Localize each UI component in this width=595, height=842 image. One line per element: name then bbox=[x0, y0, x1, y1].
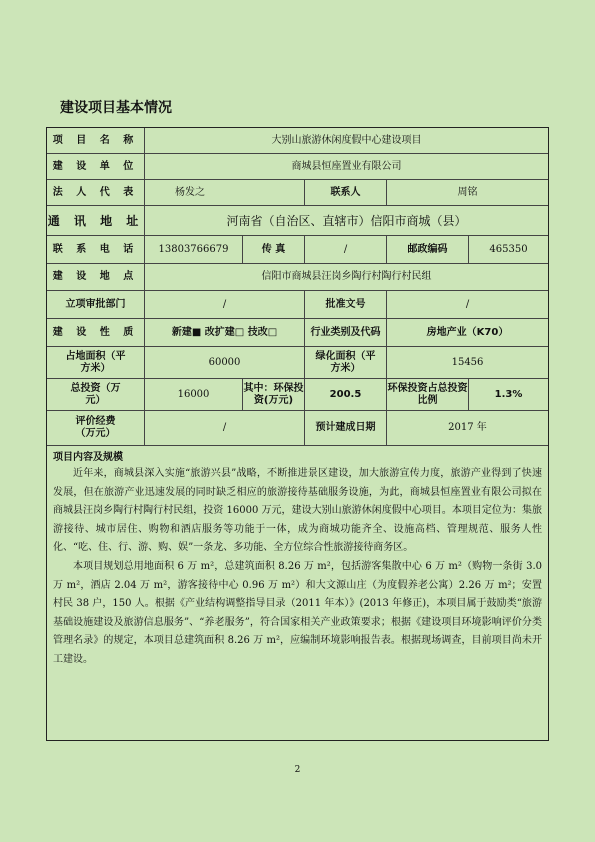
industry-label: 行业类别及代码 bbox=[305, 319, 387, 347]
env-ratio-label: 环保投资占总投资比例 bbox=[387, 379, 469, 411]
zip-value: 465350 bbox=[469, 236, 548, 264]
nature-label: 建 设 性 质 bbox=[47, 319, 145, 347]
phone-value: 13803766679 bbox=[145, 236, 243, 264]
site-label: 建 设 地 点 bbox=[47, 264, 145, 291]
project-name-label: 项 目 名 称 bbox=[47, 128, 145, 154]
builder-label: 建 设 单 位 bbox=[47, 154, 145, 180]
approval-doc-value: / bbox=[387, 291, 548, 319]
legal-rep-value: 杨发之 bbox=[145, 180, 305, 206]
description-heading: 项目内容及规模 bbox=[53, 452, 123, 463]
description-paragraph-1: 近年来，商城县深入实施“旅游兴县”战略，不断推进景区建设，加大旅游宣传力度，旅游产业得到了快速发展，但在旅游产业迅速发展的同时缺乏相应的旅游接待基础服务设施，为此，商城县恒座置业有限公司拟在商城县汪岗乡陶行村陶行村民组，投资 16000 万元，建设大别山旅游休闲度假中心项目。本项目定位为：集旅游接待、城市居住、购物和酒店服务等功能于一体，成为商城功能齐全、设施高档、管理规范、服务人性化、“吃、住、行、游、购、娱”一条龙、多功能、全方位综合性旅游接待商务区。 bbox=[53, 468, 542, 554]
project-description bbox=[47, 446, 548, 740]
fax-value: / bbox=[305, 236, 387, 264]
approval-dept-value: / bbox=[145, 291, 305, 319]
total-investment-value: 16000 bbox=[145, 379, 243, 411]
env-ratio-value: 1.3% bbox=[469, 379, 548, 411]
nature-checkboxes: 新建■ 改扩建□ 技改□ bbox=[145, 319, 305, 347]
site-value: 信阳市商城县汪岗乡陶行村陶行村民组 bbox=[145, 264, 548, 291]
page-number: 2 bbox=[294, 765, 301, 775]
fax-label: 传 真 bbox=[243, 236, 305, 264]
project-info-table bbox=[46, 127, 549, 741]
description-paragraph-2: 本项目规划总用地面积 6 万 m²，总建筑面积 8.26 万 m²，包括游客集散中心 6 万 m²（购物一条街 3.0 万 m²，酒店 2.04 万 m²，游客接待中心 0.96 万 m²）和大文源山庄（为度假养老公寓）2.26 万 m²；安置村民 38 户，150 人。根据《产业结构调整指导目录（2011 年本）》(2013 年修正)，本项目属于鼓励类“旅游基础设施建设及旅游信息服务”、“养老服务”，符合国家相关产业政策要求；根据《建设项目环境影响评价分类管理名录》的规定，本项目总建筑面积 8.26 万 m²，应编制环境影响报告表。根据现场调查，目前项目尚未开工建设。 bbox=[53, 560, 542, 665]
green-area-value: 15456 bbox=[387, 347, 548, 379]
address-label: 通 讯 地 址 bbox=[47, 206, 145, 236]
env-investment-label: 其中：环保投资(万元) bbox=[243, 379, 305, 411]
contact-label: 联系人 bbox=[305, 180, 387, 206]
eval-fee-label: 评价经费（万元） bbox=[47, 411, 145, 446]
section-title: 建设项目基本情况 bbox=[60, 100, 172, 116]
phone-label: 联 系 电 话 bbox=[47, 236, 145, 264]
project-name-value: 大别山旅游休闲度假中心建设项目 bbox=[145, 128, 548, 154]
eval-fee-value: / bbox=[145, 411, 305, 446]
industry-value: 房地产业（K70） bbox=[387, 319, 548, 347]
builder-value: 商城县恒座置业有限公司 bbox=[145, 154, 548, 180]
total-investment-label: 总投资（万元） bbox=[47, 379, 145, 411]
env-investment-value: 200.5 bbox=[305, 379, 387, 411]
contact-value: 周铭 bbox=[387, 180, 548, 206]
legal-rep-label: 法 人 代 表 bbox=[47, 180, 145, 206]
approval-dept-label: 立项审批部门 bbox=[47, 291, 145, 319]
address-value: 河南省（自治区、直辖市）信阳市商城（县） bbox=[145, 206, 548, 236]
completion-date-value: 2017 年 bbox=[387, 411, 548, 446]
land-area-value: 60000 bbox=[145, 347, 305, 379]
zip-label: 邮政编码 bbox=[387, 236, 469, 264]
completion-date-label: 预计建成日期 bbox=[305, 411, 387, 446]
approval-doc-label: 批准文号 bbox=[305, 291, 387, 319]
green-area-label: 绿化面积（平方米） bbox=[305, 347, 387, 379]
land-area-label: 占地面积（平方米） bbox=[47, 347, 145, 379]
